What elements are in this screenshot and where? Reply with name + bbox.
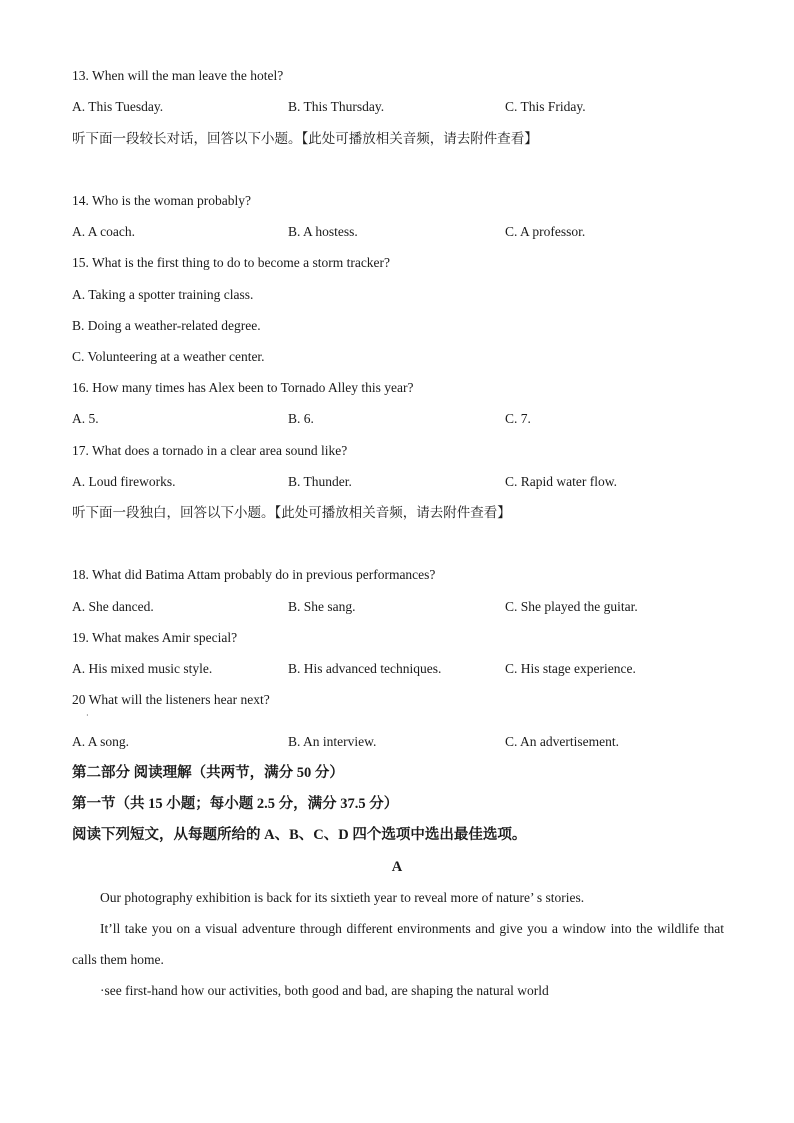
passage-paragraph-1: Our photography exhibition is back for its sixtieth year to reveal more of nature’ s stories. <box>100 890 585 905</box>
option-a: A. A coach. <box>72 224 135 239</box>
question-15-option-a: A. Taking a spotter training class. <box>72 287 254 302</box>
option-a: A. She danced. <box>72 599 154 614</box>
option-b: B. This Thursday. <box>288 99 385 114</box>
option-a: A. 5. <box>72 411 99 426</box>
option-c: C. This Friday. <box>505 99 586 114</box>
option-c: C. 7. <box>505 411 531 426</box>
option-c: C. An advertisement. <box>505 734 619 749</box>
question-16-options <box>72 410 732 428</box>
question-18-options <box>72 598 732 616</box>
instruction-long-dialogue: 听下面一段较长对话，回答以下小题。【此处可播放相关音频，请去附件查看】 <box>72 131 538 146</box>
option-a: A. This Tuesday. <box>72 99 164 114</box>
question-16-stem: 16. How many times has Alex been to Tornado Alley this year? <box>72 380 414 395</box>
question-13-stem: 13. When will the man leave the hotel? <box>72 68 284 83</box>
option-c: C. A professor. <box>505 224 586 239</box>
question-15-stem: 15. What is the first thing to do to become a storm tracker? <box>72 255 391 270</box>
option-c: C. Rapid water flow. <box>505 474 617 489</box>
option-a: A. Loud fireworks. <box>72 474 176 489</box>
option-b: B. She sang. <box>288 599 356 614</box>
option-b: B. A hostess. <box>288 224 358 239</box>
question-17-options <box>72 473 732 491</box>
option-b: B. His advanced techniques. <box>288 661 442 676</box>
question-18-stem: 18. What did Batima Attam probably do in previous performances? <box>72 567 436 582</box>
question-15-option-c: C. Volunteering at a weather center. <box>72 349 265 364</box>
question-13-options <box>72 98 732 116</box>
part2-title: 第二部分 阅读理解（共两节，满分 50 分） <box>72 765 344 781</box>
question-20-options <box>72 733 732 751</box>
stray-dot-mark: · <box>86 711 89 720</box>
question-14-stem: 14. Who is the woman probably? <box>72 193 251 208</box>
question-20-stem: 20 What will the listeners hear next? <box>72 692 270 707</box>
part2-directions: 阅读下列短文，从每题所给的 A、B、C、D 四个选项中选出最佳选项。 <box>72 827 527 843</box>
option-c: C. She played the guitar. <box>505 599 638 614</box>
question-14-options <box>72 223 732 241</box>
question-19-options <box>72 660 732 678</box>
option-a: A. A song. <box>72 734 130 749</box>
part2-section1-heading: 第一节（共 15 小题；每小题 2.5 分，满分 37.5 分） <box>72 796 399 812</box>
option-c: C. His stage experience. <box>505 661 636 676</box>
passage-label: A <box>391 859 403 875</box>
option-a: A. His mixed music style. <box>72 661 213 676</box>
question-19-stem: 19. What makes Amir special? <box>72 630 238 645</box>
passage-bullet-1: ·see first-hand how our activities, both good and bad, are shaping the natural world <box>100 983 549 998</box>
question-15-option-b: B. Doing a weather-related degree. <box>72 318 261 333</box>
option-b: B. 6. <box>288 411 314 426</box>
question-17-stem: 17. What does a tornado in a clear area sound like? <box>72 443 348 458</box>
instruction-monologue: 听下面一段独白，回答以下小题。【此处可播放相关音频，请去附件查看】 <box>72 505 511 520</box>
passage-paragraph-2: It’ll take you on a visual adventure through different environments and give you a window into the wildlife that calls them home. <box>72 921 724 967</box>
option-b: B. Thunder. <box>288 474 352 489</box>
option-b: B. An interview. <box>288 734 377 749</box>
